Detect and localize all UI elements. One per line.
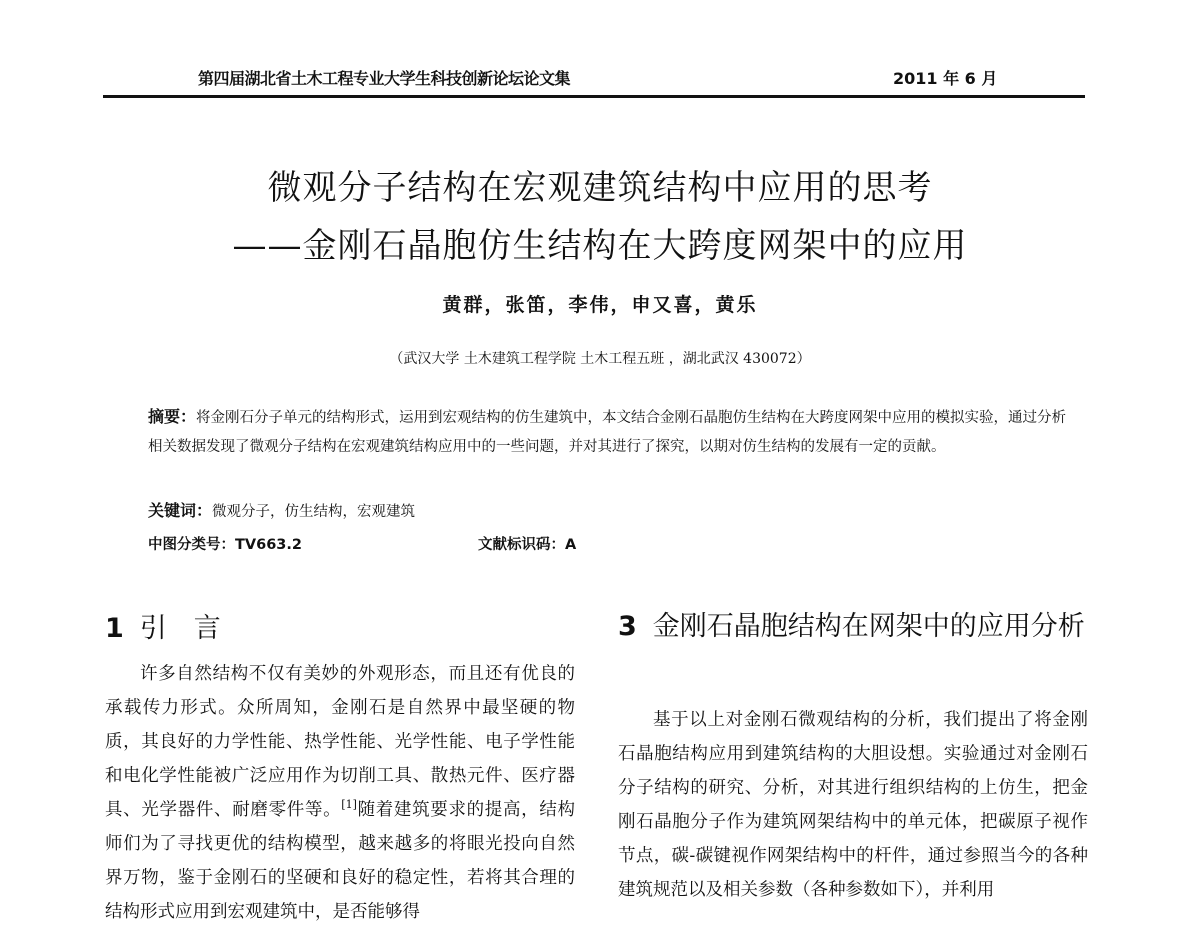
abstract — [148, 402, 1073, 462]
section-3-title: 金刚石晶胞结构在网架中的应用分析 — [652, 611, 1085, 642]
keywords — [148, 498, 415, 521]
section-1-heading — [105, 606, 221, 645]
abstract-label: 摘要： — [148, 407, 197, 426]
classification-label: 中图分类号： — [148, 537, 235, 553]
keywords-label: 关键词： — [148, 501, 213, 520]
affiliation: （武汉大学 土木建筑工程学院 土木工程五班 ，湖北武汉 430072） — [389, 351, 811, 367]
section-1-number: 1 — [105, 613, 124, 644]
keywords-text: 微观分子，仿生结构，宏观建筑 — [212, 504, 416, 520]
author-list: 黄群，张笛，李伟，申又喜，黄乐 — [442, 294, 758, 316]
section-1-text-a: 许多自然结构不仅有美妙的外观形态，而且还有优良的承载传力形式。众所周知，金刚石是自然界中最坚硬的物质，其良好的力学性能、热学性能、光学性能、电子学性能和电化学性能被广泛应用作为切削工具、散热元件、医疗器具、光学器件、耐磨零件等。 — [105, 664, 575, 820]
section-3-number: 3 — [618, 611, 637, 642]
citation-ref: [1] — [341, 798, 357, 812]
classification-value: TV663.2 — [235, 537, 302, 553]
section-3-body — [618, 703, 1088, 907]
section-1-title: 引 言 — [139, 613, 221, 644]
section-3-heading — [618, 603, 1088, 651]
section-1-text-b: 随着建筑要求的提高，结构师们为了寻找更优的结构模型，越来越多的将眼光投向自然界万物，鉴于金刚石的坚硬和良好的稳定性，若将其合理的结构形式应用到宏观建筑中，是否能够得 — [105, 800, 576, 922]
classification-number — [148, 533, 302, 554]
document-code-label: 文献标识码： — [478, 537, 565, 553]
document-code — [478, 533, 576, 554]
section-3-text: 基于以上对金刚石微观结构的分析，我们提出了将金刚石晶胞结构应用到建筑结构的大胆设想。实验通过对金刚石分子结构的研究、分析，对其进行组织结构的上仿生，把金刚石晶胞分子作为建筑网架结构中的单元体，把碳原子视作节点，碳-碳键视作网架结构中的杆件，通过参照当今的各种建筑规范以及相关参数（各种参数如下），并利用 — [618, 710, 1088, 900]
abstract-text: 将金刚石分子单元的结构形式，运用到宏观结构的仿生建筑中，本文结合金刚石晶胞仿生结构在大跨度网架中应用的模拟实验，通过分析相关数据发现了微观分子结构在宏观建筑结构应用中的一些问题，并对其进行了探究，以期对仿生结构的发展有一定的贡献。 — [148, 410, 1067, 455]
running-header-date: 2011 年 6 月 — [893, 69, 998, 88]
running-header-journal: 第四届湖北省土木工程专业大学生科技创新论坛论文集 — [198, 69, 571, 88]
document-code-value: A — [565, 537, 577, 553]
paper-subtitle: ——金刚石晶胞仿生结构在大跨度网架中的应用 — [232, 226, 968, 266]
paper-title: 微观分子结构在宏观建筑结构中应用的思考 — [267, 168, 933, 208]
section-1-body — [105, 657, 575, 929]
header-rule — [103, 95, 1085, 98]
